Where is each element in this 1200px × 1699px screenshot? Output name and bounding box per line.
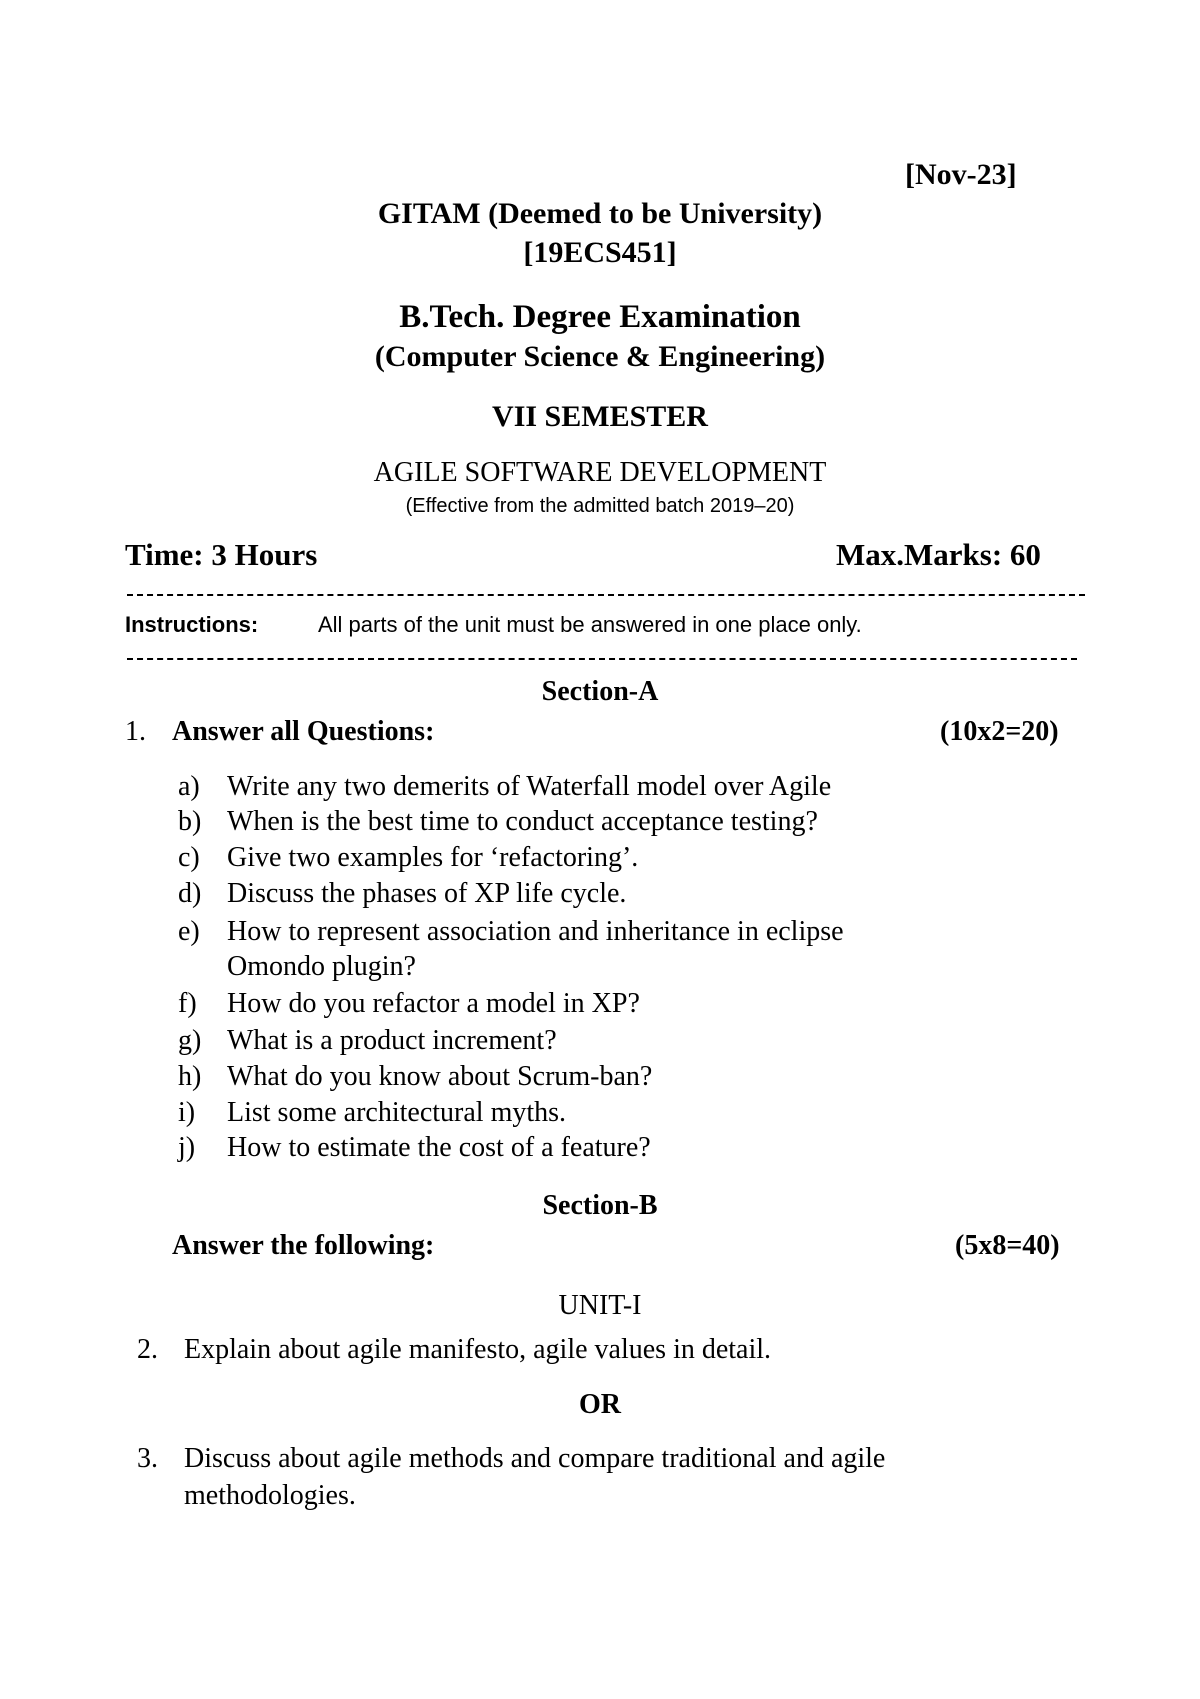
- question-text: Give two examples for ‘refactoring’.: [227, 842, 639, 873]
- course-code: [19ECS451]: [523, 236, 677, 269]
- max-marks: Max.Marks: 60: [836, 537, 1041, 572]
- section-a-marks: (10x2=20): [940, 716, 1059, 747]
- question-3-text-continued: methodologies.: [184, 1480, 356, 1511]
- instructions-label: Instructions:: [125, 612, 259, 637]
- section-b-heading: Answer the following:: [172, 1230, 435, 1261]
- question-letter: c): [178, 842, 200, 873]
- divider-bottom: [127, 658, 1077, 660]
- instructions-text: All parts of the unit must be answered in one place only.: [318, 612, 862, 637]
- question-text: Write any two demerits of Waterfall model over Agile: [227, 771, 832, 802]
- university-name: GITAM (Deemed to be University): [377, 197, 823, 230]
- question-3-number: 3.: [137, 1443, 158, 1474]
- question-text: What is a product increment?: [227, 1025, 557, 1056]
- semester-title: VII SEMESTER: [492, 400, 708, 433]
- question-letter: a): [178, 771, 200, 802]
- question-letter: e): [178, 916, 200, 947]
- question-text: What do you know about Scrum-ban?: [227, 1061, 653, 1092]
- degree-title: B.Tech. Degree Examination: [399, 299, 801, 335]
- question-letter: h): [178, 1061, 202, 1092]
- question-text: List some architectural myths.: [227, 1097, 567, 1128]
- question-text-continued: Omondo plugin?: [227, 951, 416, 982]
- question-text: How do you refactor a model in XP?: [227, 988, 640, 1019]
- effective-note: (Effective from the admitted batch 2019–20): [405, 495, 795, 517]
- section-a-title: Section-A: [541, 676, 659, 707]
- question-text: When is the best time to conduct acceptance testing?: [227, 806, 818, 837]
- question-letter: g): [178, 1025, 202, 1056]
- section-b-title: Section-B: [542, 1190, 658, 1221]
- divider-top: [127, 594, 1085, 596]
- branch-title: (Computer Science & Engineering): [374, 340, 826, 373]
- question-1-number: 1.: [125, 716, 146, 747]
- question-letter: b): [178, 806, 202, 837]
- question-2-number: 2.: [137, 1334, 158, 1365]
- question-letter: f): [178, 988, 197, 1019]
- exam-time: Time: 3 Hours: [125, 537, 318, 572]
- subject-title: AGILE SOFTWARE DEVELOPMENT: [373, 457, 827, 488]
- or-separator: OR: [579, 1389, 621, 1420]
- unit-title: UNIT-I: [558, 1290, 642, 1321]
- question-text: How to estimate the cost of a feature?: [227, 1132, 651, 1163]
- question-letter: d): [178, 878, 202, 909]
- date-code: [Nov-23]: [905, 158, 1017, 191]
- question-2-text: Explain about agile manifesto, agile values in detail.: [184, 1334, 772, 1365]
- section-b-marks: (5x8=40): [955, 1230, 1060, 1261]
- question-letter: i): [178, 1097, 196, 1128]
- section-a-heading: Answer all Questions:: [172, 716, 435, 747]
- question-text: Discuss the phases of XP life cycle.: [227, 878, 627, 909]
- question-3-text: Discuss about agile methods and compare traditional and agile: [184, 1443, 886, 1474]
- question-text: How to represent association and inheritance in eclipse: [227, 916, 844, 947]
- question-letter: j): [178, 1132, 196, 1163]
